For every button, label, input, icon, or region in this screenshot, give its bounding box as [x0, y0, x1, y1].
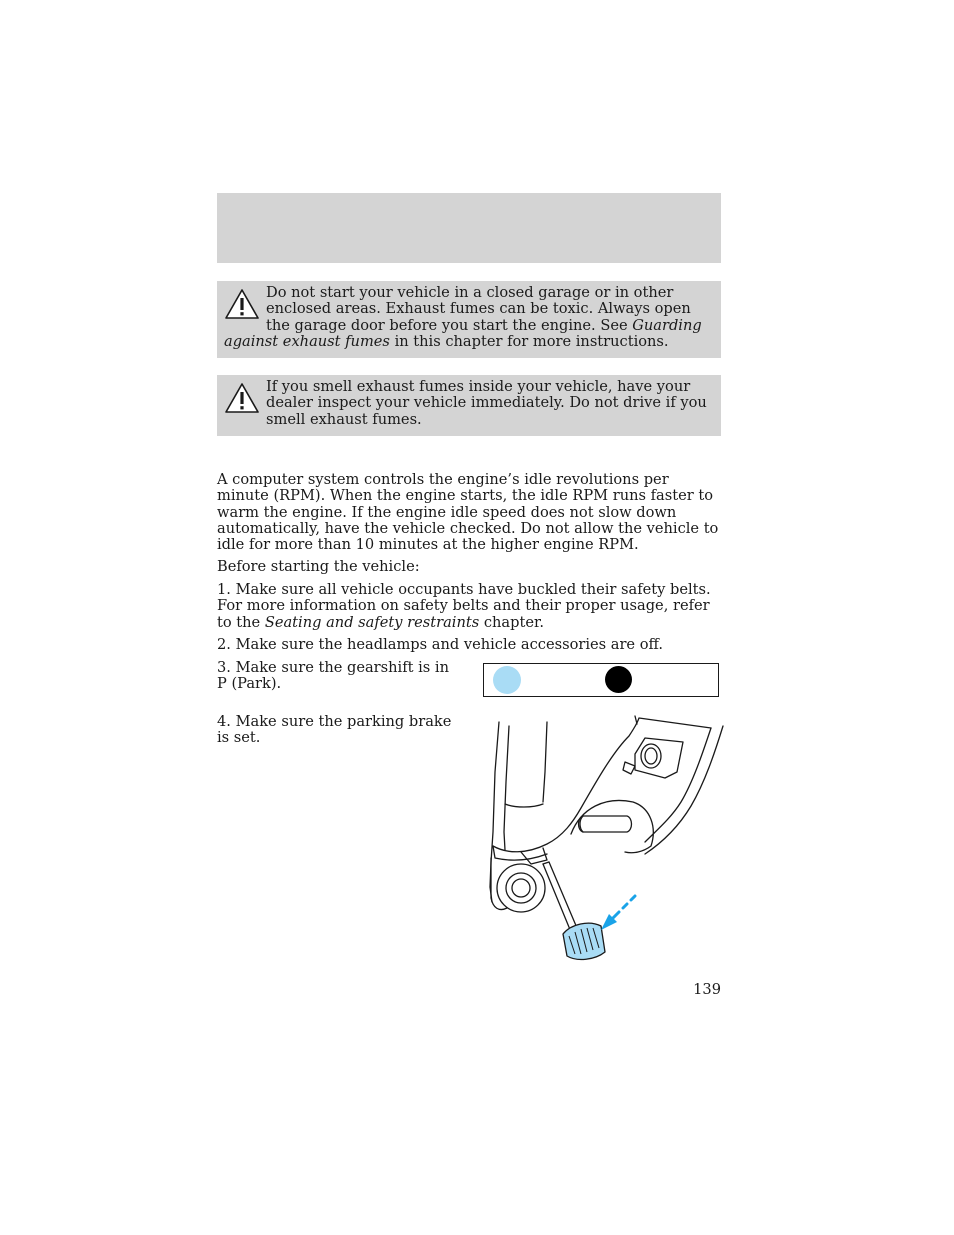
before-starting-heading: [217, 559, 721, 575]
step-1-lead: 1. Make sure all vehicle occupants have buckled their safety belts. For more information on safety belts and their proper usage, refer to the: [217, 581, 711, 631]
warning-box-exhaust-smell: [217, 375, 721, 436]
cross-reference-link: Seating and safety restraints: [264, 613, 480, 631]
parking-brake-illustration: [485, 712, 725, 964]
step-3: [217, 660, 457, 693]
step-4-text: 4. Make sure the parking brake is set.: [217, 713, 452, 747]
gear-indicator-figure: [483, 663, 719, 697]
cross-reference-link: Guarding against exhaust fumes: [224, 316, 702, 350]
step-3-text: 3. Make sure the gearshift is in P (Park).: [217, 659, 449, 693]
step-2-text: 2. Make sure the headlamps and vehicle accessories are off.: [217, 636, 663, 653]
step-4: [217, 714, 457, 747]
light-blue-circle-icon: [493, 666, 521, 694]
step-1: [217, 582, 721, 631]
warning-triangle-icon: [224, 382, 260, 414]
page-number: 139: [693, 981, 721, 998]
idle-paragraph-text: A computer system controls the engine’s idle revolutions per minute (RPM). When the engine starts, the idle RPM runs faster to warm the engine. If the engine idle speed does not slow down automatically, have the vehicle checked. Do not allow the vehicle to idle for more than 10 minutes at the higher engine RPM.: [217, 471, 719, 554]
arrow-icon: [601, 896, 635, 930]
idle-paragraph: [217, 472, 721, 553]
step-2: [217, 637, 721, 653]
step-1-text: [217, 582, 721, 631]
step-1-tail: chapter.: [479, 613, 544, 631]
before-starting-text: Before starting the vehicle:: [217, 558, 420, 575]
warning-text: If you smell exhaust fumes inside your vehicle, have your dealer inspect your vehicle immediately. Do not drive if you smell exhaust fumes.: [266, 378, 707, 428]
black-circle-icon: [605, 666, 632, 693]
warning-box-garage: [217, 281, 721, 358]
section-header-band: [217, 193, 721, 263]
warning-text-tail: in this chapter for more instructions.: [389, 332, 669, 350]
warning-triangle-icon: [224, 288, 260, 320]
warning-text: Do not start your vehicle in a closed garage or in other enclosed areas. Exhaust fumes can be toxic. Always open the garage door before you start the engine. See: [266, 284, 691, 334]
